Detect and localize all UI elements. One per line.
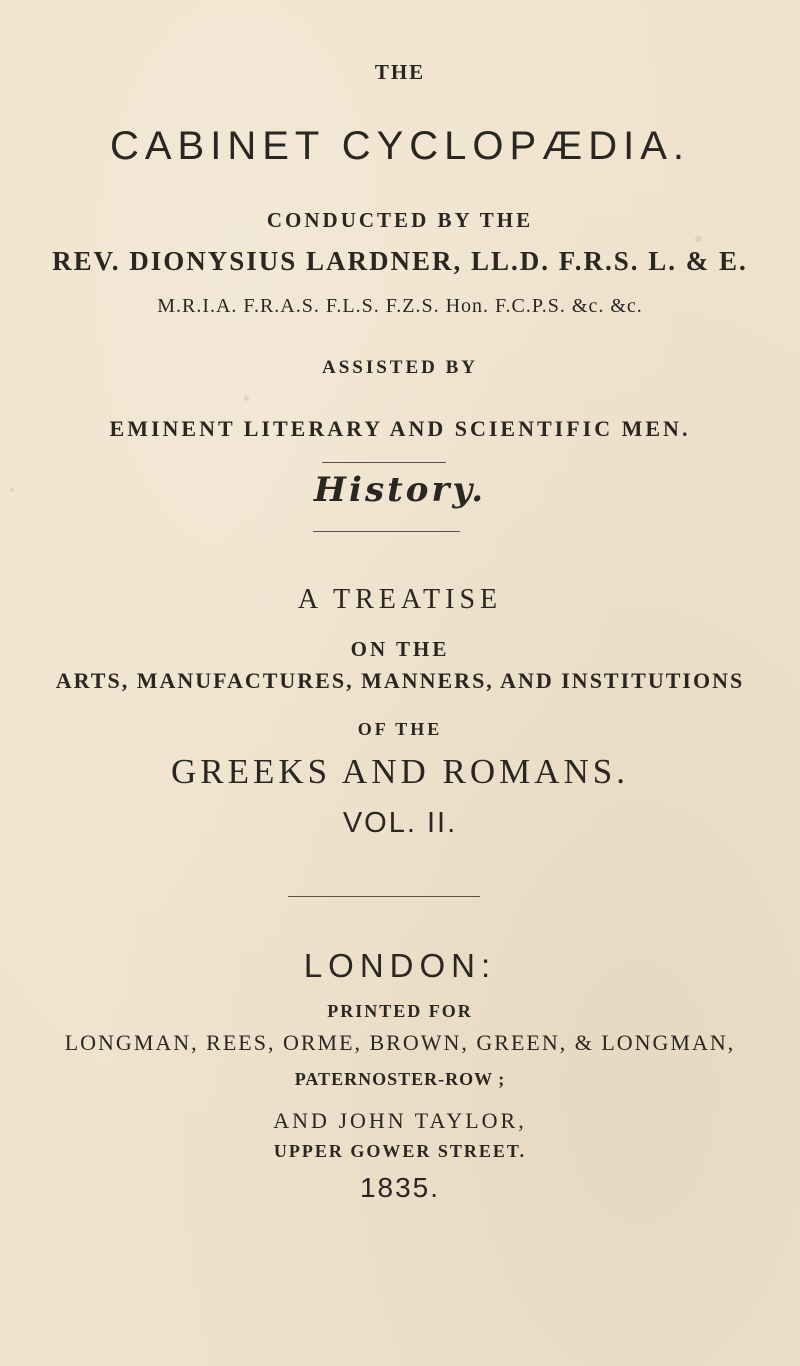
address-upper-gower-street: UPPER GOWER STREET.: [273, 1141, 527, 1161]
editor-name: REV. DIONYSIUS LARDNER, LL.D. F.R.S. L. & E.: [52, 246, 748, 276]
assisted-by: ASSISTED BY: [321, 357, 479, 378]
rule-imprint: [288, 896, 480, 897]
co-publisher: AND JOHN TAYLOR,: [273, 1108, 527, 1133]
conducted-by: CONDUCTED BY THE: [266, 208, 534, 232]
publication-year: 1835.: [359, 1172, 441, 1203]
paper-stain: [244, 395, 249, 401]
volume-number: VOL. II.: [342, 807, 458, 839]
paper-stain: [695, 236, 702, 242]
subject-line: ARTS, MANUFACTURES, MANNERS, AND INSTITUTIONS: [55, 668, 745, 693]
treatise-heading: A TREATISE: [297, 584, 503, 615]
publishers: LONGMAN, REES, ORME, BROWN, GREEN, & LONGMAN,: [64, 1030, 736, 1055]
address-paternoster-row: PATERNOSTER-ROW ;: [294, 1069, 506, 1089]
editor-titles: M.R.I.A. F.R.A.S. F.L.S. F.Z.S. Hon. F.C.P.S. &c. &c.: [157, 295, 643, 317]
city: LONDON:: [303, 947, 497, 984]
heading-the: THE: [374, 60, 426, 84]
main-title: CABINET CYCLOPÆDIA.: [109, 124, 691, 168]
rule-bottom: [313, 531, 460, 532]
printed-for: PRINTED FOR: [327, 1001, 473, 1021]
peoples: GREEKS AND ROMANS.: [170, 752, 630, 791]
eminent-men: EMINENT LITERARY AND SCIENTIFIC MEN.: [109, 416, 691, 441]
of-the: OF THE: [357, 719, 443, 739]
series-name: History.: [313, 470, 487, 510]
rule-top: [322, 462, 446, 463]
on-the: ON THE: [350, 637, 450, 661]
